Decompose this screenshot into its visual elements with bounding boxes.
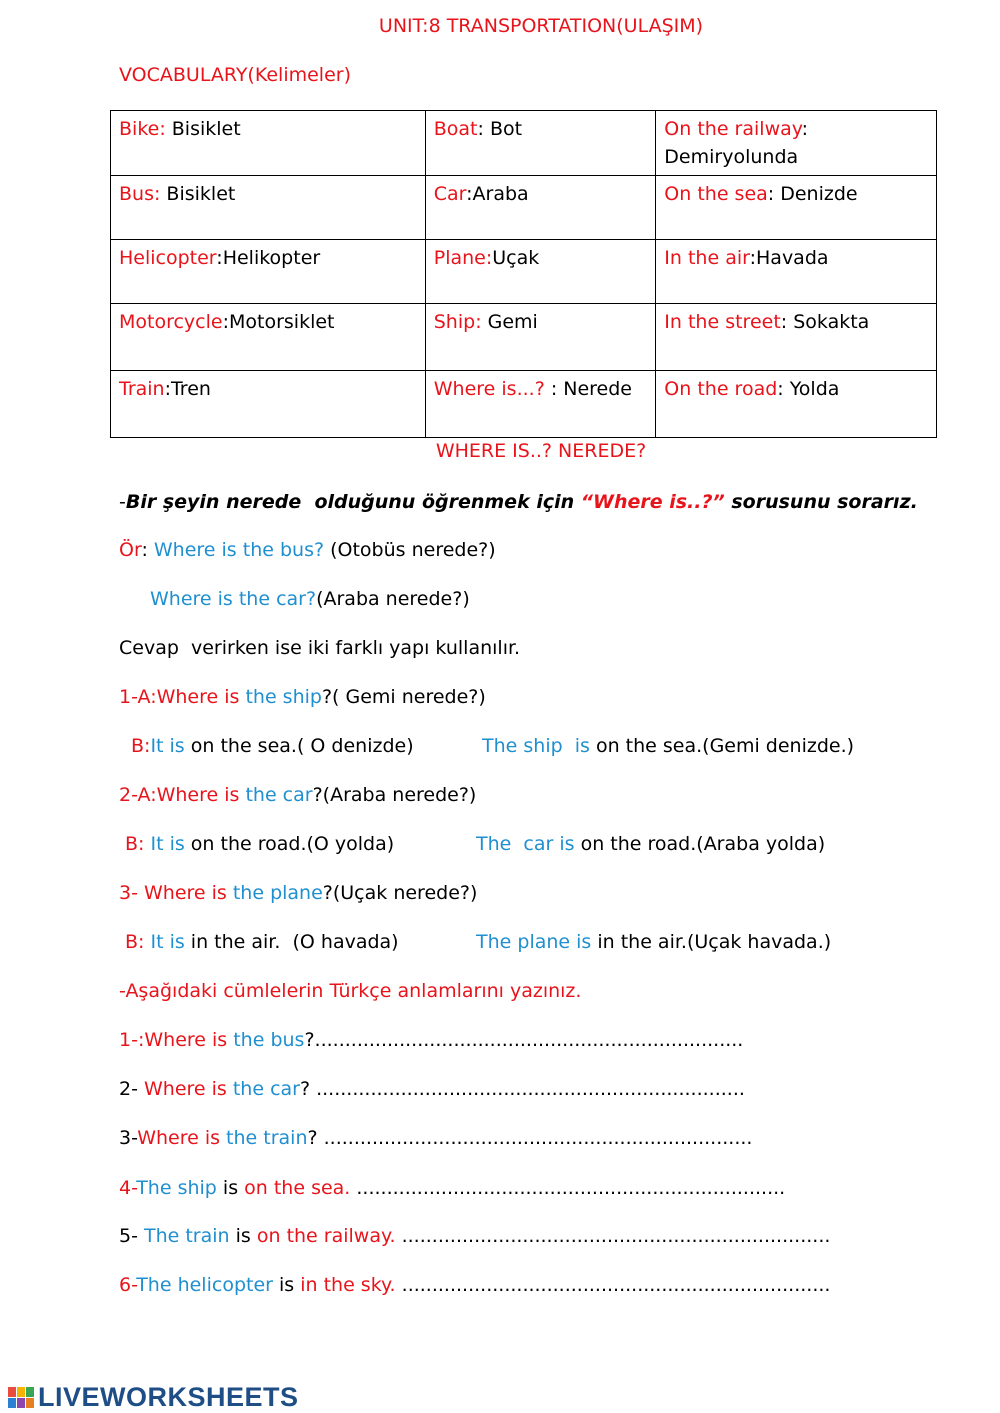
term-tr: Uçak (492, 247, 540, 269)
term-en: Train (119, 378, 165, 400)
exercise-item[interactable]: 1-:Where is the bus?....................................................................... (119, 1029, 744, 1051)
term-en: On the railway (664, 118, 802, 140)
table-row (111, 371, 937, 438)
term-tr: :Havada (749, 247, 829, 269)
term-tr: : Sokakta (780, 311, 870, 333)
term-tr: : Bot (477, 118, 523, 140)
liveworksheets-logo (8, 1382, 299, 1412)
dialog-answer-alt: The plane is in the air.(Uçak havada.) (476, 931, 832, 953)
exercise-item[interactable]: 6-The helicopter is in the sky. ....................................................................... (119, 1274, 831, 1296)
term-en: Bike: (119, 118, 166, 140)
logo-icon (8, 1387, 34, 1408)
term-en: In the street (664, 311, 781, 333)
term-tr: :Tren (164, 378, 211, 400)
dialog-question: 2-A:Where is the car?(Araba nerede?) (119, 784, 477, 806)
term-en: Boat (433, 118, 478, 140)
table-row (111, 176, 937, 240)
where-is-heading: WHERE IS..? NEREDE? (435, 440, 647, 462)
term-en: Helicopter (119, 247, 217, 269)
term-en: Where is...? (433, 378, 545, 400)
term-tr: Gemi (481, 311, 538, 333)
exercise-heading: -Aşağıdaki cümlelerin Türkçe anlamlarını yazınız. (119, 980, 582, 1002)
term-tr: Bisiklet (165, 118, 241, 140)
exercise-item[interactable]: 5- The train is on the railway. ....................................................................... (119, 1225, 831, 1247)
dialog-answer: B: It is in the air. (O havada) (125, 931, 399, 953)
example-line: Ör: Where is the bus? (Otobüs nerede?) (119, 539, 496, 561)
exercise-item[interactable]: 2- Where is the car? ....................................................................... (119, 1078, 745, 1100)
term-tr: : Demiryolunda (664, 118, 809, 168)
dialog-answer: B:It is on the sea.( O denizde) (131, 735, 414, 757)
exercise-item[interactable]: 3-Where is the train? ....................................................................... (119, 1127, 753, 1149)
table-row (111, 240, 937, 304)
term-tr: Bisiklet (160, 183, 236, 205)
dialog-answer-alt: The car is on the road.(Araba yolda) (476, 833, 826, 855)
logo-text: LIVEWORKSHEETS (38, 1381, 299, 1412)
term-tr: : Denizde (767, 183, 858, 205)
page-title: UNIT:8 TRANSPORTATION(ULAŞIM) (378, 15, 704, 37)
example-line: Where is the car?(Araba nerede?) (150, 588, 470, 610)
term-en: Plane: (433, 247, 493, 269)
term-tr: :Helikopter (216, 247, 321, 269)
term-tr: : Nerede (544, 378, 632, 400)
dialog-answer: B: It is on the road.(O yolda) (125, 833, 395, 855)
term-en: On the road (664, 378, 778, 400)
term-en: Ship: (433, 311, 482, 333)
answer-note: Cevap verirken ise iki farklı yapı kullanılır. (119, 637, 521, 659)
term-en: Motorcycle (119, 311, 223, 333)
term-en: Bus: (119, 183, 161, 205)
term-en: On the sea (664, 183, 768, 205)
table-row (111, 111, 937, 176)
dialog-question: 3- Where is the plane?(Uçak nerede?) (119, 882, 478, 904)
vocabulary-heading: VOCABULARY(Kelimeler) (119, 64, 351, 86)
exercise-item[interactable]: 4-The ship is on the sea. ....................................................................... (119, 1177, 786, 1199)
rule-sentence: -Bir şeyin nerede olduğunu öğrenmek için “Where is..?” sorusunu sorarız. (119, 491, 918, 513)
term-tr: :Araba (466, 183, 529, 205)
term-tr: : Yolda (777, 378, 840, 400)
term-en: Car (433, 183, 467, 205)
dialog-question: 1-A:Where is the ship?( Gemi nerede?) (119, 686, 486, 708)
table-row (111, 304, 937, 371)
term-en: In the air (664, 247, 750, 269)
vocabulary-table (110, 110, 937, 438)
term-tr: :Motorsiklet (222, 311, 335, 333)
dialog-answer-alt: The ship is on the sea.(Gemi denizde.) (482, 735, 855, 757)
